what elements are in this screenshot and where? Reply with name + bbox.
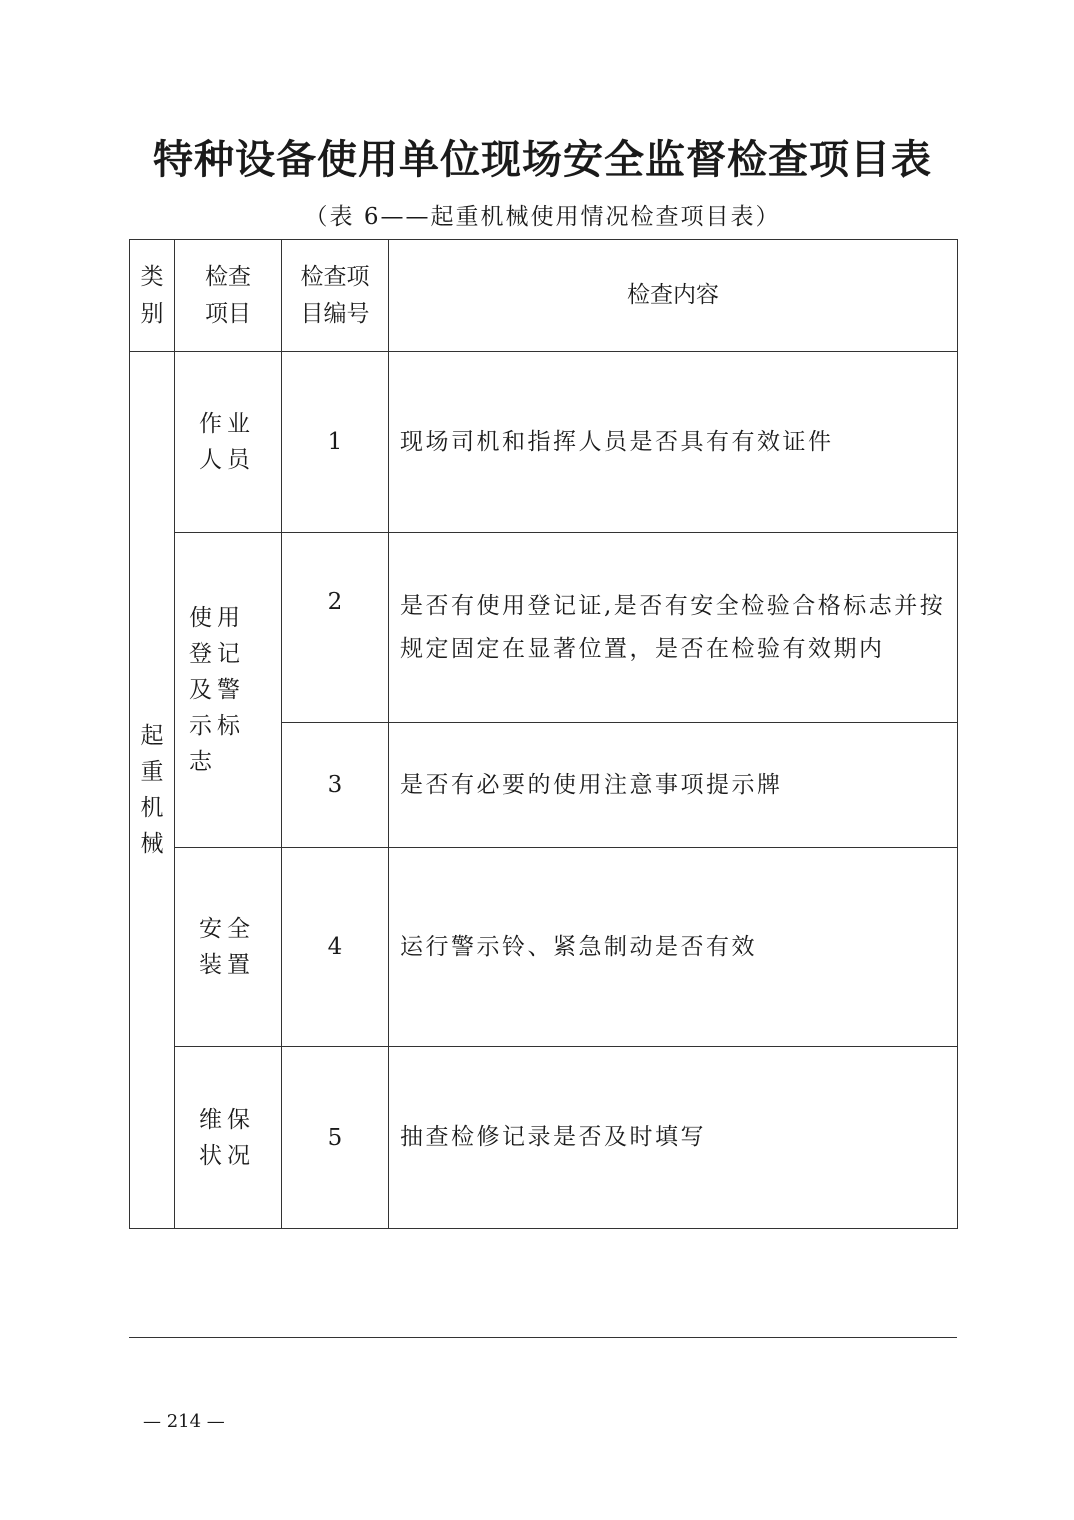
item-number: 1 [327, 429, 343, 455]
table-row [130, 352, 958, 533]
header-content: 检查内容 [389, 240, 958, 352]
header-row [130, 240, 958, 352]
page-number: — 214 — [143, 1411, 225, 1432]
item-label: 安全装置 [199, 916, 255, 978]
table-row [130, 848, 958, 1047]
item-number: 2 [327, 588, 343, 615]
content-text: 是否有必要的使用注意事项提示牌 [400, 771, 783, 798]
page-title: 特种设备使用单位现场安全监督检查项目表 [153, 136, 932, 183]
item-label: 维保状况 [199, 1106, 255, 1169]
inspection-table [129, 239, 958, 1229]
content-text: 运行警示铃、紧急制动是否有效 [400, 933, 757, 960]
item-cell [175, 352, 282, 533]
number-cell [282, 1047, 389, 1229]
category-label: 起重机械 [140, 723, 164, 857]
item-number: 3 [327, 772, 343, 798]
number-cell [282, 848, 389, 1047]
content-text: 现场司机和指挥人员是否具有有效证件 [400, 428, 834, 455]
number-cell [282, 533, 389, 723]
content-cell [389, 352, 958, 533]
item-label: 使用登记及警示标志 [189, 605, 245, 775]
content-cell [389, 533, 958, 723]
content-cell [389, 1047, 958, 1229]
footer-divider [129, 1337, 957, 1338]
table-row [130, 1047, 958, 1229]
content-cell [389, 848, 958, 1047]
content-text: 是否有使用登记证,是否有安全检验合格标志并按规定固定在显著位置，是否在检验有效期内 [400, 592, 946, 662]
content-text: 抽查检修记录是否及时填写 [400, 1124, 706, 1150]
item-cell [175, 533, 282, 848]
table-subtitle: （表 6——起重机械使用情况检查项目表） [304, 204, 781, 230]
item-cell [175, 1047, 282, 1229]
item-cell [175, 848, 282, 1047]
header-item: 检查项目 [175, 240, 282, 352]
number-cell [282, 723, 389, 848]
number-cell [282, 352, 389, 533]
header-category: 类别 [130, 240, 175, 352]
item-number: 4 [327, 934, 343, 960]
header-number: 检查项目编号 [282, 240, 389, 352]
item-number: 5 [327, 1124, 343, 1151]
table-row [130, 533, 958, 723]
content-cell [389, 723, 958, 848]
category-cell [130, 352, 175, 1229]
item-label: 作业人员 [199, 411, 255, 473]
